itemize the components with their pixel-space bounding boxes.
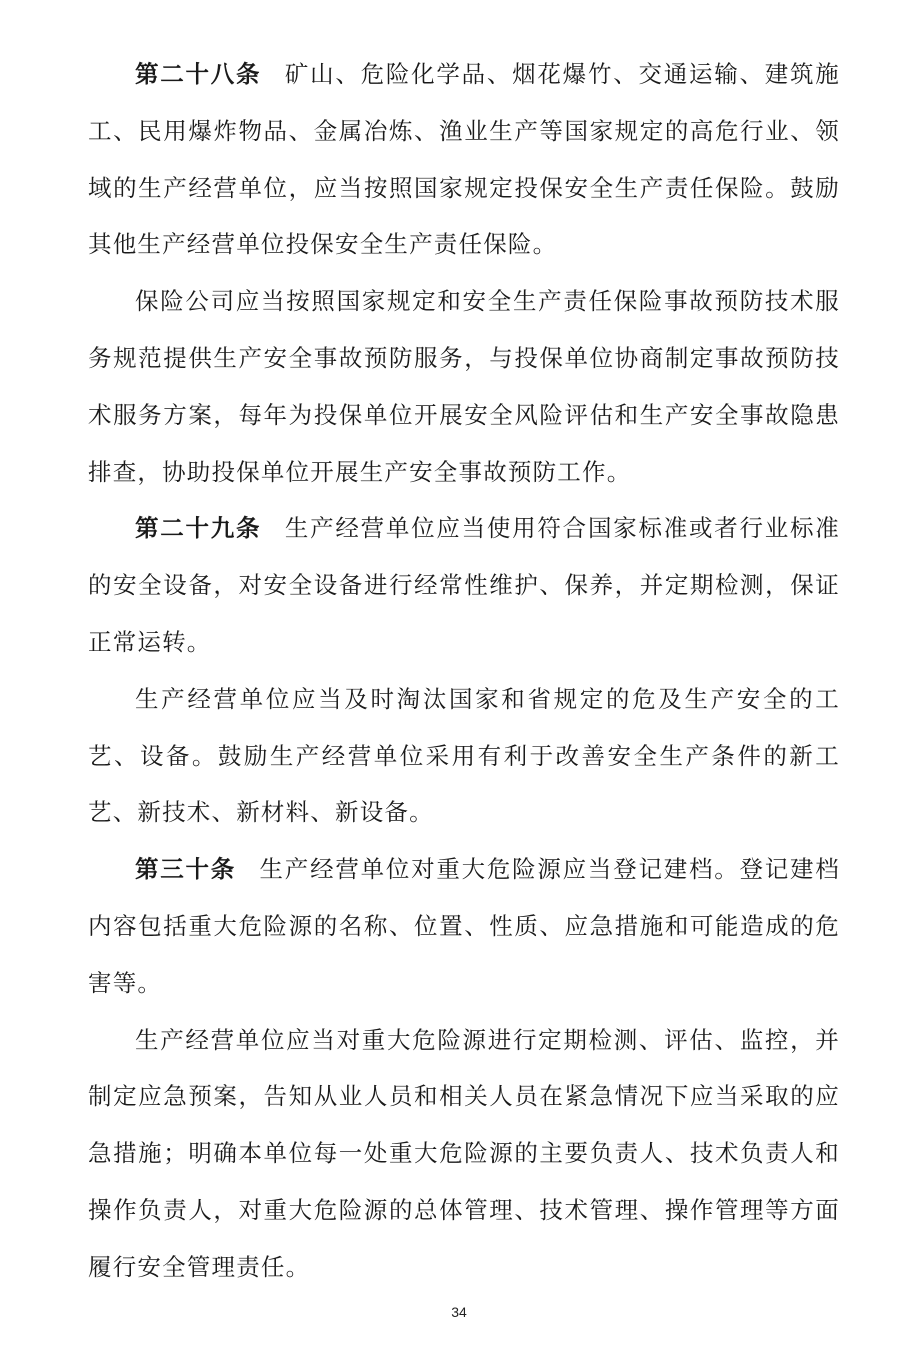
document-body [88,46,840,1296]
paragraph-text: 生产经营单位对重大危险源应当登记建档。登记建档内容包括重大危险源的名称、位置、性质、应急措施和可能造成的危害等。 [88,855,840,997]
paragraph-text: 矿山、危险化学品、烟花爆竹、交通运输、建筑施工、民用爆炸物品、金属冶炼、渔业生产等国家规定的高危行业、领域的生产经营单位，应当按照国家规定投保安全生产责任保险。鼓励其他生产经营单位投保安全生产责任保险。 [88,60,840,259]
page-number: 34 [451,1304,467,1320]
paragraph-text: 生产经营单位应当使用符合国家标准或者行业标准的安全设备，对安全设备进行经常性维护、保养，并定期检测，保证正常运转。 [88,514,840,656]
paragraph-text: 生产经营单位应当对重大危险源进行定期检测、评估、监控，并制定应急预案，告知从业人员和相关人员在紧急情况下应当采取的应急措施；明确本单位每一处重大危险源的主要负责人、技术负责人和操作负责人，对重大危险源的总体管理、技术管理、操作管理等方面履行安全管理责任。 [88,1025,840,1281]
paragraph-article-28 [88,46,840,273]
paragraph-article-29 [88,500,840,670]
article-number: 第二十八条 [135,60,262,88]
article-number: 第三十条 [135,855,237,884]
paragraph-hazard-monitoring [88,1012,840,1296]
paragraph-text: 生产经营单位应当及时淘汰国家和省规定的危及生产安全的工艺、设备。鼓励生产经营单位采用有利于改善安全生产条件的新工艺、新技术、新材料、新设备。 [88,684,840,827]
paragraph-article-30 [88,841,840,1011]
paragraph-insurance-company [88,273,840,500]
paragraph-text: 保险公司应当按照国家规定和安全生产责任保险事故预防技术服务规范提供生产安全事故预防服务，与投保单位协商制定事故预防技术服务方案，每年为投保单位开展安全风险评估和生产安全事故隐患排查，协助投保单位开展生产安全事故预防工作。 [88,287,840,486]
paragraph-equipment-elimination [88,671,840,841]
article-number: 第二十九条 [135,514,262,543]
